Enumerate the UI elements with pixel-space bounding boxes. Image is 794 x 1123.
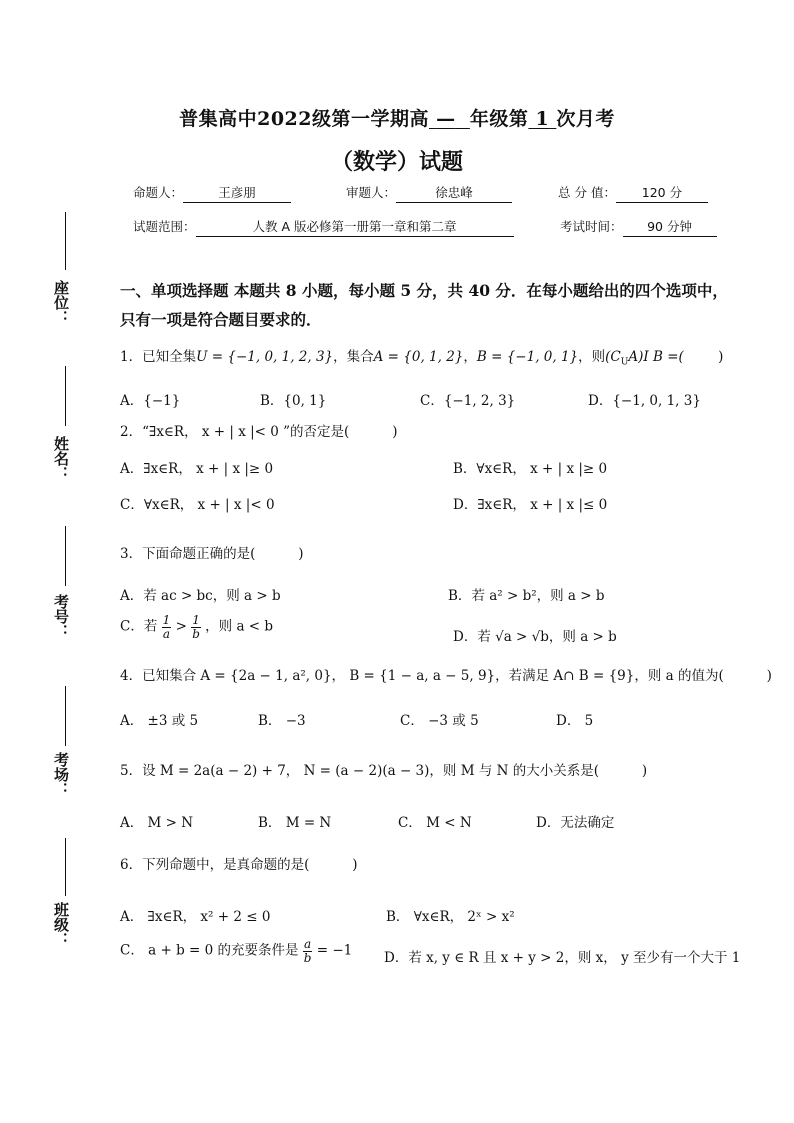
question-5-option-a: A． M > N xyxy=(120,815,194,831)
author-label: 命题人： xyxy=(133,185,184,200)
question-5-stem: 5．设 M = 2a(a − 2) + 7， N = (a − 2)(a − 3)，则 M 与 N 的大小关系是( ) xyxy=(120,763,648,779)
seat-write-line[interactable] xyxy=(65,212,66,270)
question-2-option-d: D．∃x∈R， x + | x |≤ 0 xyxy=(453,497,608,513)
title-prefix: 普集高中2022级第一学期高 xyxy=(179,108,429,130)
class-write-line[interactable] xyxy=(65,838,66,896)
author-value: 王彦朋 xyxy=(183,183,291,203)
time-value: 90 分钟 xyxy=(623,217,717,237)
fraction-1-over-a: $\frac{1}{a}$ xyxy=(162,613,171,641)
seat-label: 座位： xyxy=(52,280,70,325)
question-3-option-d: D．若 √a > √b，则 a > b xyxy=(453,629,617,645)
reviewer-label: 审题人： xyxy=(346,185,397,200)
time-label: 考试时间： xyxy=(560,219,623,234)
exam-subtitle: （数学）试题 xyxy=(330,149,463,175)
question-6-option-d: D．若 x, y ∈ R 且 x + y > 2，则 x， y 至少有一个大于 1 xyxy=(384,950,741,966)
question-2-stem: 2．“∃x∈R， x + | x |< 0 ”的否定是( ) xyxy=(120,424,398,440)
question-4-option-c: C． −3 或 5 xyxy=(400,713,479,729)
title-middle: 年级第 xyxy=(469,108,529,130)
question-1-option-d: D．{−1, 0, 1, 3} xyxy=(588,393,701,409)
question-4-stem: 4．已知集合 A = {2a − 1, a², 0}， B = {1 − a, a − 5, 9}，若满足 A∩ B = {9}，则 a 的值为( ) xyxy=(120,668,772,684)
fraction-1-over-b: $\frac{1}{b}$ xyxy=(192,613,200,641)
exam-title xyxy=(0,104,794,131)
question-5-option-d: D．无法确定 xyxy=(536,815,615,831)
score-value: 120 分 xyxy=(616,183,708,203)
name-write-line[interactable] xyxy=(65,366,66,426)
exam-room-label: 考场： xyxy=(52,752,70,797)
exam-number-blank: 1 xyxy=(535,108,550,130)
question-3-option-b: B．若 a² > b²，则 a > b xyxy=(448,588,605,604)
title-suffix: 次月考 xyxy=(556,108,615,130)
question-1-option-c: C．{−1, 2, 3} xyxy=(420,393,516,409)
scope-field xyxy=(133,217,514,237)
question-4-option-b: B． −3 xyxy=(258,713,306,729)
question-6-option-a: A． ∃x∈R， x² + 2 ≤ 0 xyxy=(120,909,271,925)
reviewer-value: 徐忠峰 xyxy=(396,183,512,203)
section-heading: 一、单项选择题 本题共 8 小题，每小题 5 分，共 40 分．在每小题给出的四个选项中，只有一项是符合题目要求的． xyxy=(120,281,728,329)
question-3-stem: 3．下面命题正确的是( ) xyxy=(120,546,304,562)
exam-room-write-line[interactable] xyxy=(65,686,66,746)
exam-id-write-line[interactable] xyxy=(65,526,66,586)
question-3-option-c: C．若 $\frac{1}{a}$ > $\frac{1}{b}$ ，则 a < b xyxy=(120,613,274,641)
score-field xyxy=(558,183,708,203)
question-3-option-a: A．若 ac > bc，则 a > b xyxy=(120,588,281,604)
question-5-option-c: C． M < N xyxy=(398,815,472,831)
exam-id-label: 考号： xyxy=(52,594,70,639)
question-6-option-b: B． ∀x∈R， 2ˣ > x² xyxy=(386,909,515,925)
time-field xyxy=(560,217,717,237)
fraction-a-over-b: $\frac{a}{b}$ xyxy=(303,937,312,965)
scope-value: 人教 A 版必修第一册第一章和第二章 xyxy=(196,217,514,237)
scope-label: 试题范围： xyxy=(133,219,196,234)
question-2-option-a: A．∃x∈R， x + | x |≥ 0 xyxy=(120,461,274,477)
reviewer-field xyxy=(346,183,512,203)
class-label: 班级： xyxy=(52,902,70,947)
question-6-stem: 6．下列命题中，是真命题的是( ) xyxy=(120,857,358,873)
question-4-option-d: D． 5 xyxy=(556,713,594,729)
question-2-option-b: B．∀x∈R， x + | x |≥ 0 xyxy=(453,461,608,477)
question-2-option-c: C．∀x∈R， x + | x |< 0 xyxy=(120,497,275,513)
question-6-option-c: C． a + b = 0 的充要条件是 $\frac{a}{b}$ = −1 xyxy=(120,937,353,965)
question-1-option-a: A．{−1} xyxy=(120,393,181,409)
grade-blank: — xyxy=(436,108,456,130)
question-1-option-b: B．{0, 1} xyxy=(260,393,327,409)
author-field xyxy=(133,183,291,203)
question-4-option-a: A． ±3 或 5 xyxy=(120,713,199,729)
question-5-option-b: B． M = N xyxy=(258,815,332,831)
score-label: 总 分 值： xyxy=(558,185,616,200)
name-label: 姓名： xyxy=(52,436,70,481)
question-1-stem: 1．已知全集U = {−1, 0, 1, 2, 3}，集合A = {0, 1, 2}，B = {−1, 0, 1}，则$(C_UA)I$ B =( ) xyxy=(120,349,724,368)
